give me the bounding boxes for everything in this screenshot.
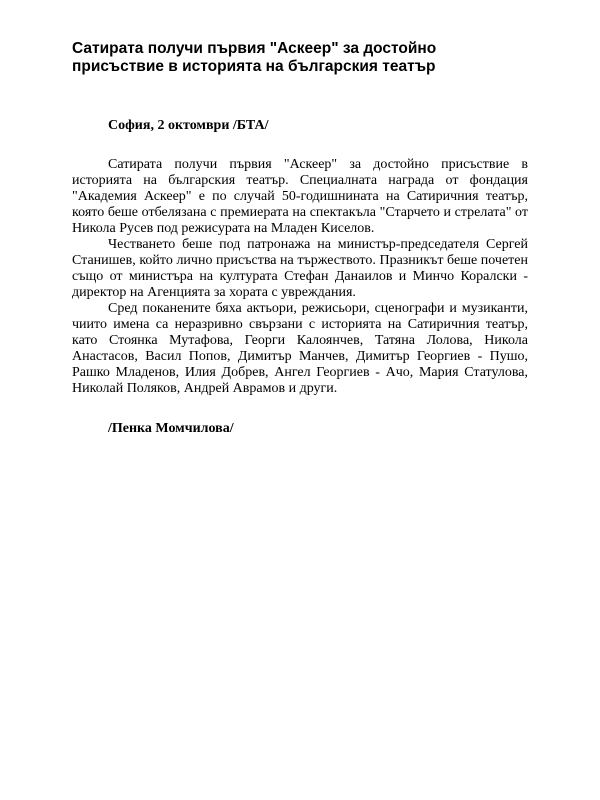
article-paragraph: Сред поканените бяха актьори, режисьори, сценографи и музиканти, чиито имена са неразривно свързани с историята на Сатиричния театър, като Стоянка Мутафова, Георги Калоянчев, Татяна Лолова, Никола Анастасов, Васил Попов, Димитър Манчев, Димитър Георгиев - Пушо, Рашко Младенов, Илия Добрев, Ангел Георгиев - Ачо, Мария Статулова, Николай Поляков, Андрей Аврамов и други.	[72, 301, 528, 396]
article-dateline: София, 2 октомври /БТА/	[108, 118, 269, 133]
article-title: Сатирата получи първия "Аскеер" за достойно присъствие в историята на българския театър	[72, 40, 437, 75]
document-page	[72, 40, 528, 437]
article-body	[72, 157, 528, 397]
article-paragraph: Сатирата получи първия "Аскеер" за достойно присъствие в историята на българския театър. Специалната награда от фондация "Академия Аскеер" е по случай 50-годишнината на Сатиричния театър, която беше отбелязана с премиерата на спектакъла "Старчето и стрелата" от Никола Русев под режисурата на Младен Киселов.	[72, 157, 528, 236]
article-author: /Пенка Момчилова/	[108, 421, 234, 436]
article-paragraph: Честването беше под патронажа на министър-председателя Сергей Станишев, който лично присъства на тържеството. Празникът беше почетен също от министъра на културата Стефан Данаилов и Минчо Коралски - директор на Агенцията за хората с увреждания.	[72, 237, 528, 300]
